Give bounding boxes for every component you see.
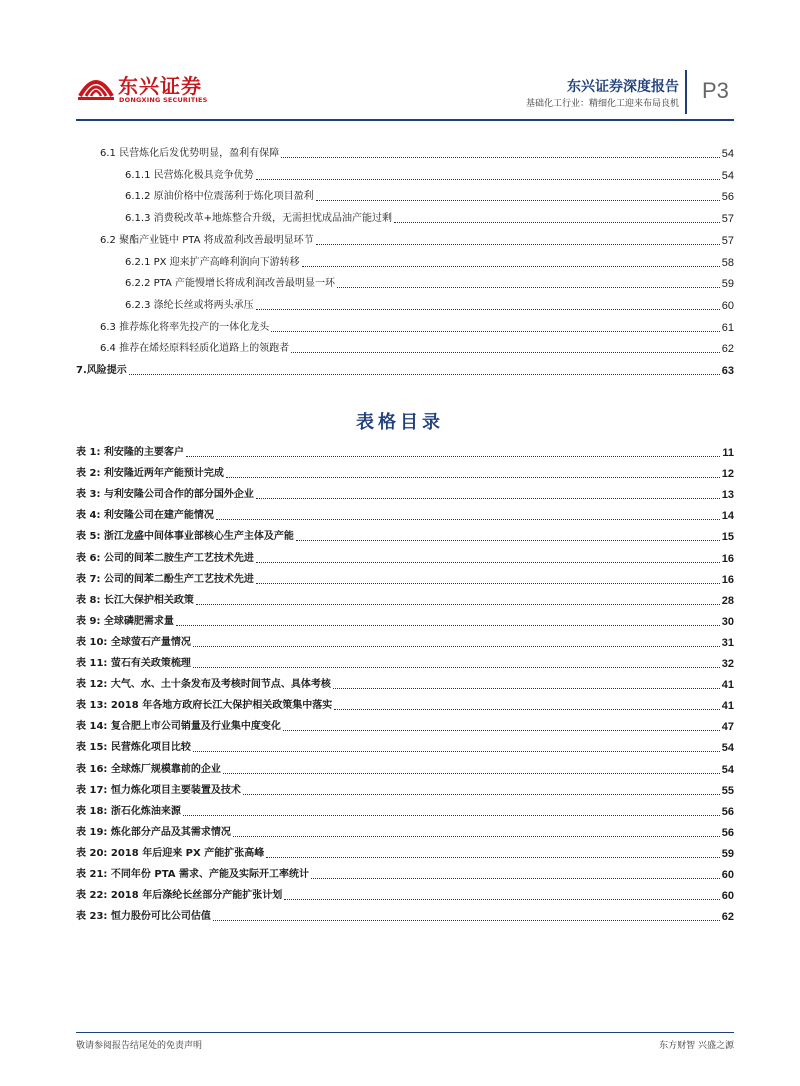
- toc-entry-label: 6.1 民营炼化后发优势明显，盈利有保障: [100, 148, 280, 159]
- leader-dots: [302, 265, 720, 267]
- table-entry-label: 表 21: 不同年份 PTA 需求、产能及实际开工率统计: [76, 869, 309, 880]
- toc-entry-page: 60: [721, 299, 734, 312]
- table-entry-page: 54: [721, 742, 734, 755]
- toc-entry-page: 54: [721, 169, 734, 182]
- leader-dots: [283, 729, 720, 731]
- table-entry-page: 41: [721, 679, 734, 692]
- page-number: P3: [702, 78, 729, 103]
- leader-dots: [129, 373, 720, 375]
- leader-dots: [193, 750, 720, 752]
- table-entry-label: 表 15: 民营炼化项目比较: [76, 742, 191, 754]
- toc-entry-label: 6.2.2 PTA 产能慢增长将成利润改善最明显一环: [125, 278, 336, 290]
- table-entry-label: 表 5: 浙江龙盛中间体事业部核心生产主体及产能: [76, 531, 294, 543]
- table-entry-page: 13: [721, 489, 734, 502]
- table-entry-page: 59: [721, 847, 734, 860]
- table-entry[interactable]: [76, 888, 734, 904]
- leader-dots: [337, 286, 720, 288]
- table-entry-label: 表 6: 公司的间苯二胺生产工艺技术先进: [76, 552, 254, 564]
- toc-entry[interactable]: [76, 363, 734, 379]
- table-entry-page: 14: [721, 510, 734, 523]
- table-entry-label: 表 8: 长江大保护相关政策: [76, 594, 194, 606]
- table-entry-page: 15: [721, 531, 734, 544]
- leader-dots: [216, 518, 720, 520]
- table-entry-page: 47: [721, 721, 734, 734]
- table-entry-label: 表 12: 大气、水、土十条发布及考核时间节点、具体考核: [76, 679, 331, 691]
- leader-dots: [271, 330, 720, 332]
- toc-entry-page: 61: [721, 321, 734, 334]
- leader-dots: [296, 539, 720, 541]
- table-entry-label: 表 4: 利安隆公司在建产能情况: [76, 510, 214, 522]
- table-entry-page: 12: [721, 468, 734, 481]
- table-entry[interactable]: [76, 825, 734, 841]
- leader-dots: [256, 582, 720, 584]
- table-entry-label: 表 11: 萤石有关政策梳理: [76, 658, 191, 669]
- toc-entry-label: 6.1.3 消费税改革+地炼整合升级，无需担忧成品油产能过剩: [125, 213, 393, 225]
- toc-entry[interactable]: [125, 276, 734, 292]
- toc-entry[interactable]: [125, 211, 734, 227]
- table-entry-page: 62: [721, 911, 734, 924]
- toc-entry-label: 6.4 推荐在烯烃原料轻质化道路上的领跑者: [100, 343, 290, 355]
- table-entry-label: 表 23: 恒力股份可比公司估值: [76, 911, 211, 923]
- table-entry[interactable]: [76, 804, 734, 820]
- leader-dots: [226, 476, 720, 478]
- table-entry[interactable]: [76, 572, 734, 588]
- table-entry[interactable]: [76, 593, 734, 609]
- table-entry[interactable]: [76, 466, 734, 482]
- footer-slogan: 东方财智 兴盛之源: [659, 1041, 734, 1051]
- toc-entry[interactable]: [100, 341, 734, 357]
- table-entry[interactable]: [76, 677, 734, 693]
- table-entry[interactable]: [76, 656, 734, 672]
- table-entry-label: 表 9: 全球磷肥需求量: [76, 615, 174, 627]
- table-entry-label: 表 10: 全球萤石产量情况: [76, 636, 191, 648]
- logo-text-en: DONGXING SECURITIES: [119, 96, 208, 104]
- toc-entry[interactable]: [100, 146, 734, 162]
- logo-text-cn: 东兴证券: [118, 74, 202, 98]
- toc-entry-label: 6.2.3 涤纶长丝或将两头承压: [125, 299, 254, 311]
- table-entry-page: 41: [721, 700, 734, 713]
- table-entry-page: 56: [721, 805, 734, 818]
- leader-dots: [333, 687, 720, 689]
- toc-entry[interactable]: [125, 168, 734, 184]
- toc-entry-label: 6.3 推荐炼化将率先投产的一体化龙头: [100, 321, 270, 333]
- leader-dots: [291, 351, 720, 353]
- toc-entry-page: 62: [721, 343, 734, 356]
- table-entry-label: 表 19: 炼化部分产品及其需求情况: [76, 826, 231, 838]
- table-entry[interactable]: [76, 487, 734, 503]
- table-entry[interactable]: [76, 698, 734, 714]
- toc-entry-page: 54: [721, 148, 734, 160]
- table-entry[interactable]: [76, 846, 734, 862]
- leader-dots: [256, 308, 720, 310]
- table-entry-page: 60: [721, 869, 734, 881]
- table-entry-label: 表 16: 全球炼厂规模靠前的企业: [76, 763, 221, 775]
- table-entry[interactable]: [76, 909, 734, 925]
- toc-entry-page: 56: [721, 191, 734, 204]
- table-entry-page: 54: [721, 763, 734, 776]
- leader-dots: [223, 772, 720, 774]
- leader-dots: [243, 793, 720, 795]
- table-entry-label: 表 3: 与利安隆公司合作的部分国外企业: [76, 489, 254, 501]
- toc-entry-label: 6.1.2 原油价格中位震荡利于炼化项目盈利: [125, 191, 314, 203]
- logo-mark-icon: [76, 66, 116, 106]
- table-entry[interactable]: [76, 719, 734, 735]
- toc-entry-page: 57: [721, 234, 734, 247]
- toc-entry-page: 58: [721, 256, 734, 269]
- toc-entry-page: 63: [721, 365, 734, 377]
- leader-dots: [213, 919, 720, 921]
- table-entry-page: 30: [721, 615, 734, 628]
- toc-entry[interactable]: [125, 298, 734, 314]
- table-entry[interactable]: [76, 445, 734, 461]
- leader-dots: [196, 603, 720, 605]
- table-entry-page: 16: [721, 573, 734, 586]
- table-entry[interactable]: [76, 783, 734, 799]
- table-entry[interactable]: [76, 614, 734, 630]
- company-logo: [76, 66, 206, 110]
- report-type: 东兴证券深度报告: [567, 79, 679, 95]
- leader-dots: [316, 243, 720, 245]
- leader-dots: [193, 666, 720, 668]
- table-entry[interactable]: [76, 762, 734, 778]
- toc-entry-label: 6.2 聚酯产业链中 PTA 将成盈利改善最明显环节: [100, 234, 314, 246]
- toc-entry[interactable]: [125, 189, 734, 205]
- table-entry-label: 表 18: 浙石化炼油来源: [76, 805, 181, 817]
- toc-entry[interactable]: [100, 233, 734, 249]
- leader-dots: [266, 856, 720, 858]
- toc-entry-label: 6.2.1 PX 迎来扩产高峰利润向下游转移: [125, 256, 300, 268]
- tables-section-title: 表格目录: [356, 412, 444, 433]
- table-entry-page: 32: [721, 658, 734, 670]
- footer-disclaimer: 敬请参阅报告结尾处的免责声明: [76, 1041, 203, 1051]
- toc-entry-page: 57: [721, 213, 734, 226]
- leader-dots: [256, 497, 720, 499]
- toc-entry[interactable]: [125, 255, 734, 271]
- leader-dots: [233, 835, 720, 837]
- leader-dots: [256, 178, 720, 180]
- table-entry[interactable]: [76, 740, 734, 756]
- table-entry-page: 11: [722, 447, 734, 459]
- table-entry[interactable]: [76, 508, 734, 524]
- table-entry-label: 表 14: 复合肥上市公司销量及行业集中度变化: [76, 721, 281, 733]
- leader-dots: [176, 624, 720, 626]
- leader-dots: [311, 877, 720, 879]
- header-rule: [76, 119, 734, 121]
- header-divider: [685, 70, 687, 114]
- leader-dots: [316, 199, 720, 201]
- toc-entry-label: 6.1.1 民营炼化极具竞争优势: [125, 169, 254, 181]
- table-entry-page: 60: [721, 890, 734, 903]
- table-entry[interactable]: [76, 529, 734, 545]
- table-entry-page: 28: [721, 594, 734, 607]
- table-entry-page: 55: [721, 784, 734, 797]
- table-entry-label: 表 2: 利安隆近两年产能预计完成: [76, 468, 224, 480]
- leader-dots: [256, 561, 720, 563]
- table-entry[interactable]: [76, 551, 734, 567]
- table-entry-label: 表 7: 公司的间苯二酚生产工艺技术先进: [76, 573, 254, 585]
- table-entry-label: 表 13: 2018 年各地方政府长江大保护相关政策集中落实: [76, 700, 333, 712]
- table-entry-label: 表 1: 利安隆的主要客户: [76, 447, 184, 458]
- table-entry-label: 表 22: 2018 年后涤纶长丝部分产能扩张计划: [76, 890, 283, 902]
- report-subtitle: 基础化工行业：精细化工迎来布局良机: [525, 99, 679, 109]
- toc-entry-page: 59: [721, 278, 734, 291]
- leader-dots: [193, 645, 720, 647]
- table-entry[interactable]: [76, 867, 734, 883]
- table-entry-page: 31: [721, 636, 734, 649]
- table-entry-page: 16: [721, 552, 734, 565]
- footer-rule: [76, 1032, 734, 1033]
- leader-dots: [183, 814, 720, 816]
- table-entry-label: 表 17: 恒力炼化项目主要装置及技术: [76, 784, 241, 796]
- toc-entry[interactable]: [100, 320, 734, 336]
- toc-entry-label: 7.风险提示: [76, 365, 127, 376]
- table-entry-page: 56: [721, 826, 734, 839]
- leader-dots: [334, 708, 720, 710]
- leader-dots: [284, 898, 720, 900]
- table-entry[interactable]: [76, 635, 734, 651]
- leader-dots: [281, 156, 720, 158]
- leader-dots: [186, 455, 720, 457]
- page-header: [0, 0, 800, 125]
- table-entry-label: 表 20: 2018 年后迎来 PX 产能扩张高峰: [76, 847, 265, 859]
- leader-dots: [394, 221, 720, 223]
